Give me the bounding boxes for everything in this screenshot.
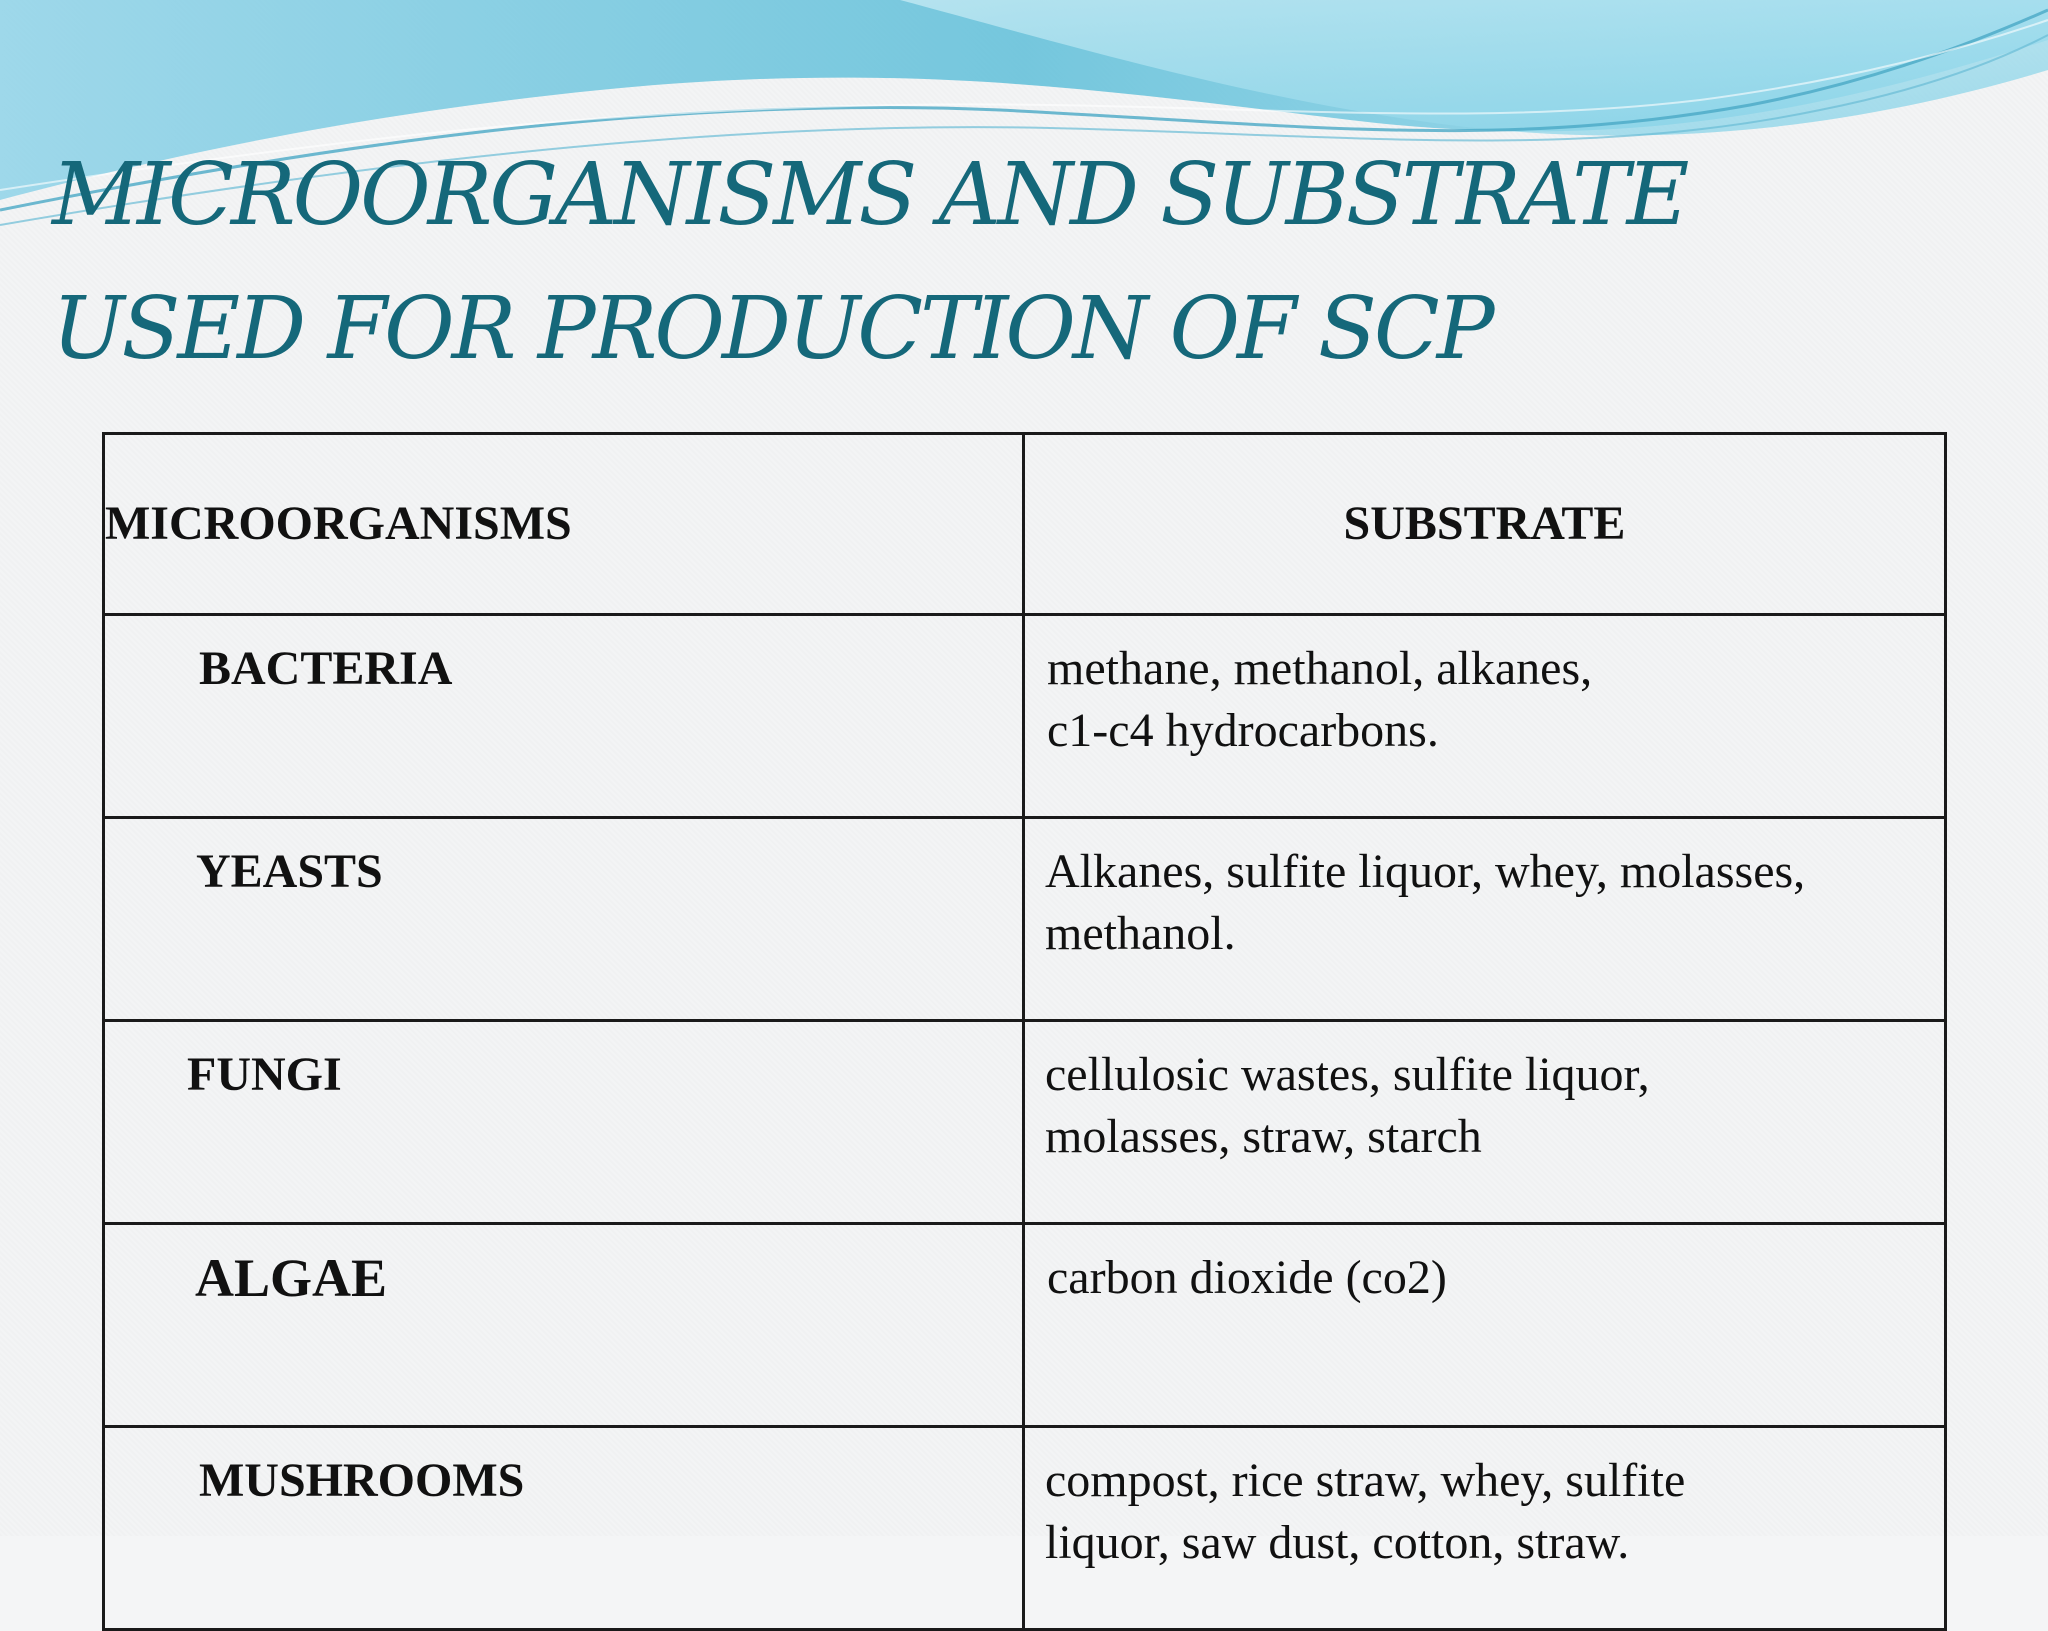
microorganism-name: ALGAE — [195, 1248, 388, 1308]
microorganism-cell — [104, 1021, 1024, 1224]
substrate-text: cellulosic wastes, sulfite liquor, molasses, straw, starch — [1045, 1048, 1650, 1163]
microorganism-name: MUSHROOMS — [199, 1454, 525, 1507]
substrate-cell — [1024, 818, 1946, 1021]
microorganism-cell — [104, 615, 1024, 818]
microorganism-name: BACTERIA — [199, 642, 453, 695]
microorganism-substrate-table — [102, 432, 1947, 1631]
slide-title — [52, 128, 1752, 396]
substrate-cell — [1024, 1427, 1946, 1630]
table-row — [104, 1427, 1946, 1630]
microorganism-name: FUNGI — [187, 1048, 342, 1101]
substrate-cell — [1024, 615, 1946, 818]
substrate-text: carbon dioxide (co2) — [1047, 1251, 1447, 1304]
microorganism-name: YEASTS — [196, 845, 383, 898]
substrate-cell — [1024, 1224, 1946, 1427]
table-row — [104, 1021, 1946, 1224]
substrate-text: Alkanes, sulfite liquor, whey, molasses, methanol. — [1045, 845, 1806, 960]
substrate-cell — [1024, 1021, 1946, 1224]
header-substrate: SUBSTRATE — [1024, 434, 1946, 615]
microorganism-cell — [104, 818, 1024, 1021]
title-line-1: MICROORGANISMS AND SUBSTRATE — [52, 145, 1687, 245]
microorganism-cell — [104, 1224, 1024, 1427]
title-line-2: USED FOR PRODUCTION OF SCP — [52, 279, 1492, 379]
table-header-row — [104, 434, 1946, 615]
table-row — [104, 615, 1946, 818]
table-row — [104, 1224, 1946, 1427]
substrate-text: compost, rice straw, whey, sulfite liquor, saw dust, cotton, straw. — [1045, 1454, 1686, 1569]
header-microorganisms: MICROORGANISMS — [104, 434, 1024, 615]
substrate-text: methane, methanol, alkanes, c1-c4 hydrocarbons. — [1047, 642, 1593, 757]
table-row — [104, 818, 1946, 1021]
microorganism-cell — [104, 1427, 1024, 1630]
